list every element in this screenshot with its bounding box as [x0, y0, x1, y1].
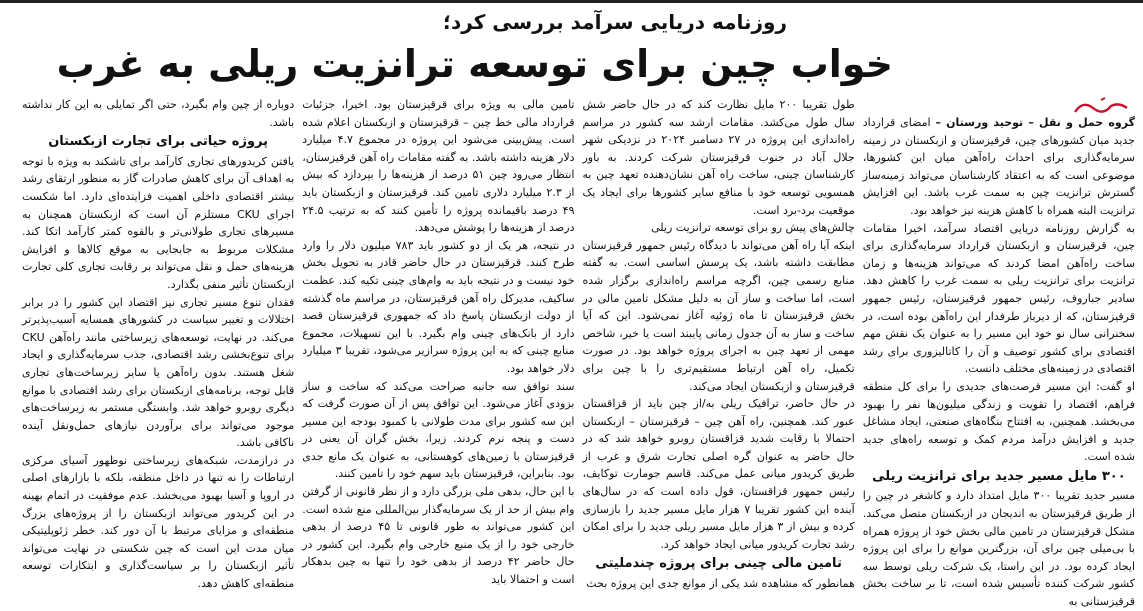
article-headline: خواب چین برای توسعه ترانزیت ریلی به غرب: [56, 42, 893, 86]
col4-subhead: پروژه حیاتی برای تجارت ازبکستان: [48, 134, 269, 150]
col4-p2: یافتن کریدورهای تجاری کارآمد برای تاشکند به ویژه با توجه به اهداف آن برای کاهش صادرات گاز به منظور ارتقای رشد بیشتر اقتصادی داخلی اهمیت فزاینده‌ای دارد. اما شکست اجرای CKU مستلزم آن است که ازبکستان همچنان به مسیرهای تجاری طولانی‌تر و بالقوه کمتر کارآمد اتکا کند. مشکلات مربوط به جابجایی به موقع کالاها و افزایش هزینه‌های حمل و نقل می‌تواند بر رقابت تجاری کلی تجارت ازبکستان تأثیر منفی بگذارد.: [22, 154, 295, 291]
col4-p4: در درازمدت، شبکه‌های زیرساختی نوظهور آسیای مرکزی ارتباطات را نه تنها در داخل منطقه، بلکه با بازارهای اصلی در اروپا و آسیا بهبود می‌بخشد. عدم موفقیت در اتمام بهینه در این کریدور می‌تواند ازبکستان را از پروژه‌های بزرگ منطقه‌ای و مزایای مرتبط با آن دور کند. خطر ژئوپلیتیکی میان مدت این است که چین شکستی در نهایت می‌تواند تأثیر ازبکستان را بر سیاست‌گذاری و ابتکارات توسعه منطقه‌ای کاهش دهد.: [22, 453, 295, 591]
article-columns: [22, 96, 1135, 609]
column-4: [22, 96, 295, 591]
col2-subhead: تامین مالی چینی برای پروژه چندملیتی: [595, 556, 842, 572]
col1-p1: امضای قرارداد جدید میان کشورهای چین، قرقیزستان و ازبکستان در زمینه سرمایه‌گذاری برای احداث راه‌آهن میان این کشورها، موضوعی است که به اعتقاد کارشناسان می‌تواند زمینه‌ساز گسترش ترانزیت چین به سمت غرب باشد. این افزایش ترانزیت البته همراه با کاهش هزینه نیز خواهد بود.: [862, 116, 1135, 217]
col1-p2: به گزارش روزنامه دریایی اقتصاد سرآمد، اخیرا مقامات چین، قرقیزستان و ازبکستان قرارداد سرمایه‌گذاری برای ساخت راه‌آهن امضا کردند که می‌تواند هزینه‌ها و زمان ترانزیت برای ترانزیت ریلی به سمت غرب را کاهش دهد. سادیر جباروف، رئیس جمهور قرقیزستان، رئیس جمهور قرقیزستان، که از دیرباز طرفدار این راه‌آهن بوده است، در سخنرانی سال نو خود این مسیر را به عنوان یک نقش مهم اقتصادی برای کشور توصیف و آن را کاتالیزوری برای رشد اقتصادی در زمینه‌های مختلف دانست.: [862, 221, 1135, 376]
column-2: [582, 96, 855, 591]
col1-p3: او گفت: این مسیر فرصت‌های جدیدی را برای کل منطقه فراهم، اقتصاد را تقویت و زندگی میلیون‌ها نفر را بهبود می‌بخشد. همچنین، به افتتاح بنگاه‌های صنعتی، ایجاد مشاغل جدید و افزایش درآمد مردم کمک و توسعه راه‌های جدید شده است.: [862, 379, 1135, 464]
sarامد-logo: [1071, 96, 1131, 118]
column-1: [862, 96, 1135, 609]
col4-p3: فقدان تنوع مسیر تجاری نیز اقتصاد این کشور را در برابر اختلالات و تغییر سیاست در کشورهای همسایه آسیب‌پذیرتر می‌کند. در نهایت، توسعه‌های زیرساختی مانند راه‌آهن CKU برای تنوع‌بخشی رشد اقتصادی، جذب سرمایه‌گذاری و ایجاد شغل هستند. بدون راه‌آهن یا سایر زیرساخت‌های تجاری قابل توجه، برنامه‌های ازبکستان برای رشد اقتصادی با موانع دیگری روبرو خواهد شد. وابستگی مستمر به زیرساخت‌های موجود می‌تواند برای برآوردن نیازهای حمل‌ونقل آینده ناکافی باشد.: [22, 295, 295, 450]
col1-subhead: ۳۰۰ مایل مسیر جدید برای ترانزیت ریلی: [872, 468, 1126, 484]
col2-p3: اینکه آیا راه آهن می‌تواند با دیدگاه رئیس جمهور قرقیزستان مطابقت داشته باشد، یک پرسش اساسی است. به گفته منابع رسمی چین، اگرچه مراسم راه‌اندازی برگزار شده است، اما ساخت و ساز آن به دلیل مشکل تامین مالی در بخش قرقیزستان تا ماه ژوئیه آغاز نمی‌شود. این که آیا ساخت و ساز به آن جدول زمانی پایبند است یا خیر، شاخص مهمی از تعهد چین به اجرای پروژه خواهد بود. در صورت تکمیل، راه آهن ارتباط مستقیم‌تری را با چین برای قرقیزستان و ازبکستان ایجاد می‌کند.: [582, 238, 855, 393]
col3-p2: در نتیجه، هر یک از دو کشور باید ۷۸۳ میلیون دلار را وارد طرح کنند. قرقیزستان در حال حاضر قادر به تحویل بخش خود نیست و در نتیجه باید به وام‌های چینی تکیه کند. عظمت ساکیف، مدیرکل راه آهن قرقیزستان، در مراسم ماه گذشته از دولت ازبکستان پاسخ داد که جمهوری قرقیزستان قصد دارد از بانک‌های چینی وام بگیرد. با این تسهیلات، مجموع منابع چینی که به این پروژه سرازیر می‌شود، تقریبا ۳ میلیارد دلار خواهد بود.: [302, 238, 575, 375]
col1-p4: مسیر جدید تقریبا ۳۰۰ مایل امتداد دارد و کاشغر در چین را از طریق قرقیزستان به اندیجان در ازبکستان متصل می‌کند. مشکل قرقیزستان در تامین مالی بخش خود از پروژه همراه با بی‌میلی چین برای آن، بزرگترین موانع را برای این پروژه ایجاد کرده بود. در این راستا، یک شرکت ریلی توسط سه کشور شرکت کننده تأسیس شده است، تا بر ساخت بخش قرقیزستانی به: [862, 489, 1135, 609]
col3-p1: تامین مالی به ویژه برای قرقیزستان بود. اخیرا، جزئیات قرارداد مالی خط چین – قرقیزستان و ازبکستان اعلام شده است. پیش‌بینی می‌شود این پروژه در مجموع ۴.۷ میلیارد دلار هزینه داشته باشد. به گفته مقامات راه آهن قرقیزستان، انتظار می‌رود چین ۵۱ درصد از هزینه‌ها را بپردازد که بیش از ۲.۳ میلیارد دلاری تامین کند. قرقیزستان و ازبکستان باید ۴۹ درصد باقیمانده پروژه را تأمین کنند که به ترتیب ۲۴.۵ درصد از هزینه‌ها را پوشش می‌دهد.: [302, 98, 575, 235]
col2-p4: در حال حاضر، ترافیک ریلی به/از چین باید از قزاقستان عبور کند. همچنین، راه آهن چین – قرقیزستان – ازبکستان احتمالا با رقابت شدید قزاقستان روبرو خواهد شد که در حال حاضر به عنوان گره اصلی تجارت شرق و غرب از طریق کریدور میانی عمل می‌کند. قاسم جومارت توکایف، رئیس جمهور قزاقستان، قول داده است که در سال‌های آینده این کشور تقریبا ۷ هزار مایل مسیر جدید را بازسازی کرده و بیش از ۳ هزار مایل مسیر ریلی جدید را برای امکان رشد تجارت کریدور میانی ایجاد خواهد کرد.: [582, 397, 855, 551]
byline: گروه حمل و نقل – توحید ورستان –: [935, 116, 1135, 129]
col2-p5: همانطور که مشاهده شد یکی از موانع جدی این پروژه بحث: [586, 577, 855, 591]
col2-p1: طول تقریبا ۲۰۰ مایل نظارت کند که در حال حاضر شش سال طول می‌کشد. مقامات ارشد سه کشور در مراسم راه‌اندازی این پروژه در ۲۷ دسامبر ۲۰۲۴ در نزدیکی شهر جلال آباد در جنوب قرقیزستان شرکت کردند. به باور کارشناسان چینی، ساخت راه آهن نشان‌دهنده تعهد چین به همسویی توسعه خود با منافع سایر کشورها برای ایجاد یک موقعیت برد-برد است.: [582, 98, 855, 217]
col3-p3: سند توافق سه جانبه صراحت می‌کند که ساخت و ساز بزودی آغاز می‌شود. این توافق پس از آن صورت گرفت که این سه کشور برای مدت طولانی با کمبود بودجه این مسیر دست و پنجه نرم کردند. زیرا، بخش گران آن یعنی در قرقیزستان با زمین‌های کوهستانی، به عنوان یک مانع جدی بود. بنابراین، قرقیزستان باید سهم خود را تامین کنند.: [302, 379, 575, 481]
col4-p1: دوباره از چین وام بگیرد، حتی اگر تمایلی به این کار نداشته باشد.: [22, 98, 295, 129]
col2-p2: چالش‌های پیش رو برای توسعه ترانزیت ریلی: [651, 221, 855, 235]
col3-p4: با این حال، بدهی ملی بزرگی دارد و از نظر قانونی از گرفتن وام بیش از حد از یک سرمایه‌گذار بین‌المللی منع شده است. این کشور می‌تواند به طور قانونی تا ۴۵ درصد از بدهی خارجی خود را از یک منبع خارجی وام بگیرد. این کشور در حال حاضر ۴۲ درصد از بدهی خود را تنها به چین بدهکار است و احتمالا باید: [302, 485, 575, 587]
article-kicker: روزنامه دریایی سرآمد بررسی کرد؛: [443, 10, 787, 34]
top-rule: [0, 0, 1143, 3]
logo-mark: [1071, 96, 1131, 118]
column-3: [302, 96, 575, 587]
